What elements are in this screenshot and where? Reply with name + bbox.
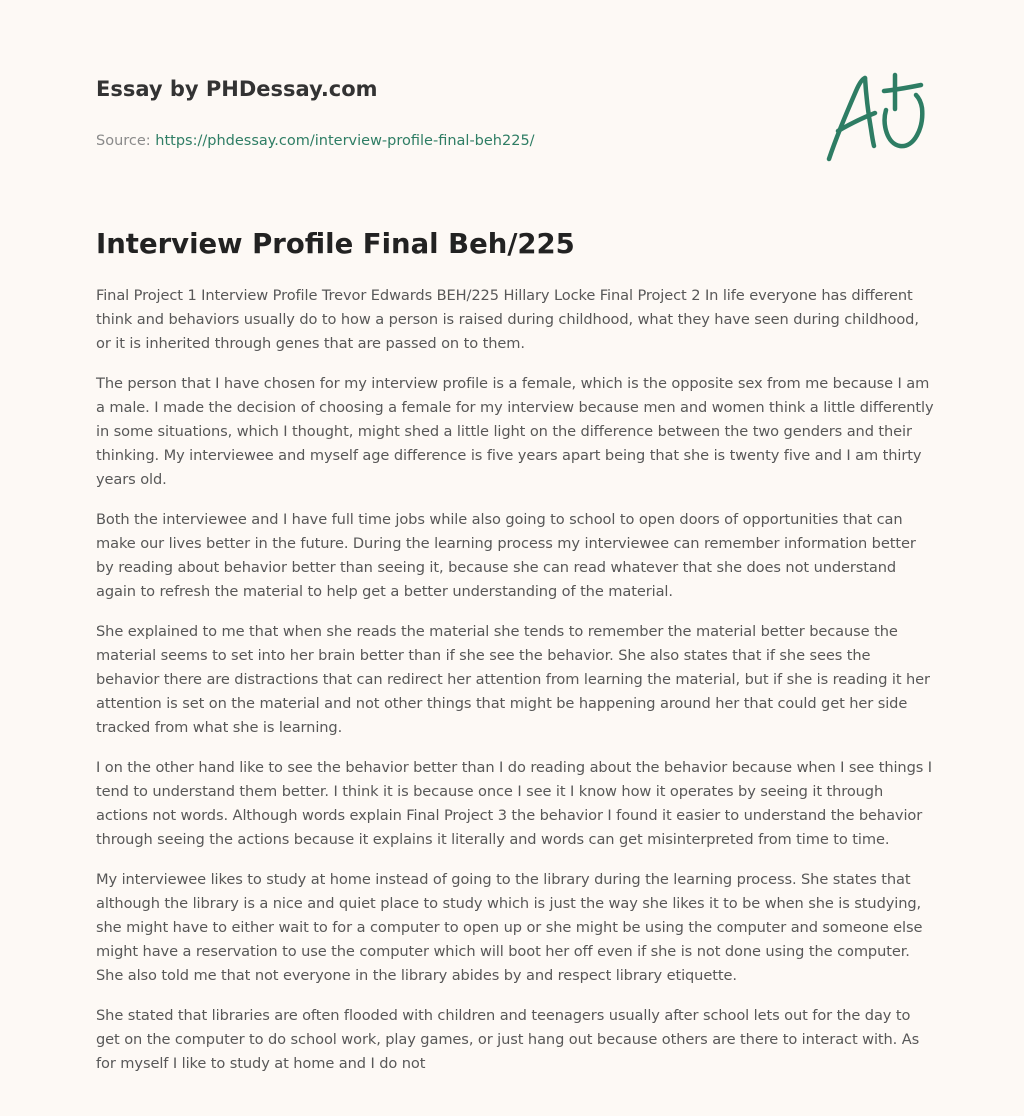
- source-line: [96, 131, 796, 151]
- paragraph: The person that I have chosen for my interview profile is a female, which is the opposite sex from me because I am a male. I made the decision of choosing a female for my interview because men and women think a little differently in some situations, which I thought, might shed a little light on the difference between the two genders and their thinking. My interviewee and myself age difference is five years apart being that she is twenty five and I am thirty years old.: [96, 375, 934, 488]
- paragraph: She explained to me that when she reads the material she tends to remember the material better because the material seems to set into her brain better than if she see the behavior. She also states that if she sees the behavior there are distractions that can redirect her attention from learning the material, but if she is reading it her attention is set on the material and not other things that might be happening around her that could get her side tracked from what she is learning.: [96, 623, 930, 736]
- paragraph: She stated that libraries are often flooded with children and teenagers usually after school lets out for the day to get on the computer to do school work, play games, or just hang out because others are there to interact with. As for myself I like to study at home and I do not: [96, 1007, 920, 1072]
- paragraph: Both the interviewee and I have full time jobs while also going to school to open doors of opportunities that can make our lives better in the future. During the learning process my interviewee can remember information better by reading about behavior better than seeing it, because she can read whatever that she does not understand again to refresh the material to help get a better understanding of the material.: [96, 511, 916, 600]
- site-title: Essay by PHDessay.com: [96, 77, 378, 101]
- document-title: Interview Profile Final Beh/225: [96, 228, 575, 260]
- source-link[interactable]: https://phdessay.com/interview-profile-final-beh225/: [155, 133, 535, 149]
- document-body: [96, 284, 934, 1092]
- a-plus-logo-icon: [820, 66, 930, 166]
- source-label: Source:: [96, 133, 156, 149]
- paragraph: Final Project 1 Interview Profile Trevor Edwards BEH/225 Hillary Locke Final Project 2 In life everyone has different think and behaviors usually do to how a person is raised during childhood, what they have seen during childhood, or it is inherited through genes that are passed on to them.: [96, 287, 919, 352]
- page-header: [96, 74, 796, 151]
- paragraph: I on the other hand like to see the behavior better than I do reading about the behavior because when I see things I tend to understand them better. I think it is because once I see it I know how it operates by seeing it through actions not words. Although words explain Final Project 3 the behavior I found it easier to understand the behavior through seeing the actions because it explains it literally and words can get misinterpreted from time to time.: [96, 759, 932, 848]
- paragraph: My interviewee likes to study at home instead of going to the library during the learning process. She states that although the library is a nice and quiet place to study which is just the way she likes it to be when she is studying, she might have to either wait to for a computer to open up or she might be using the computer and someone else might have a reservation to use the computer which will boot her off even if she is not done using the computer. She also told me that not everyone in the library abides by and respect library etiquette.: [96, 871, 923, 984]
